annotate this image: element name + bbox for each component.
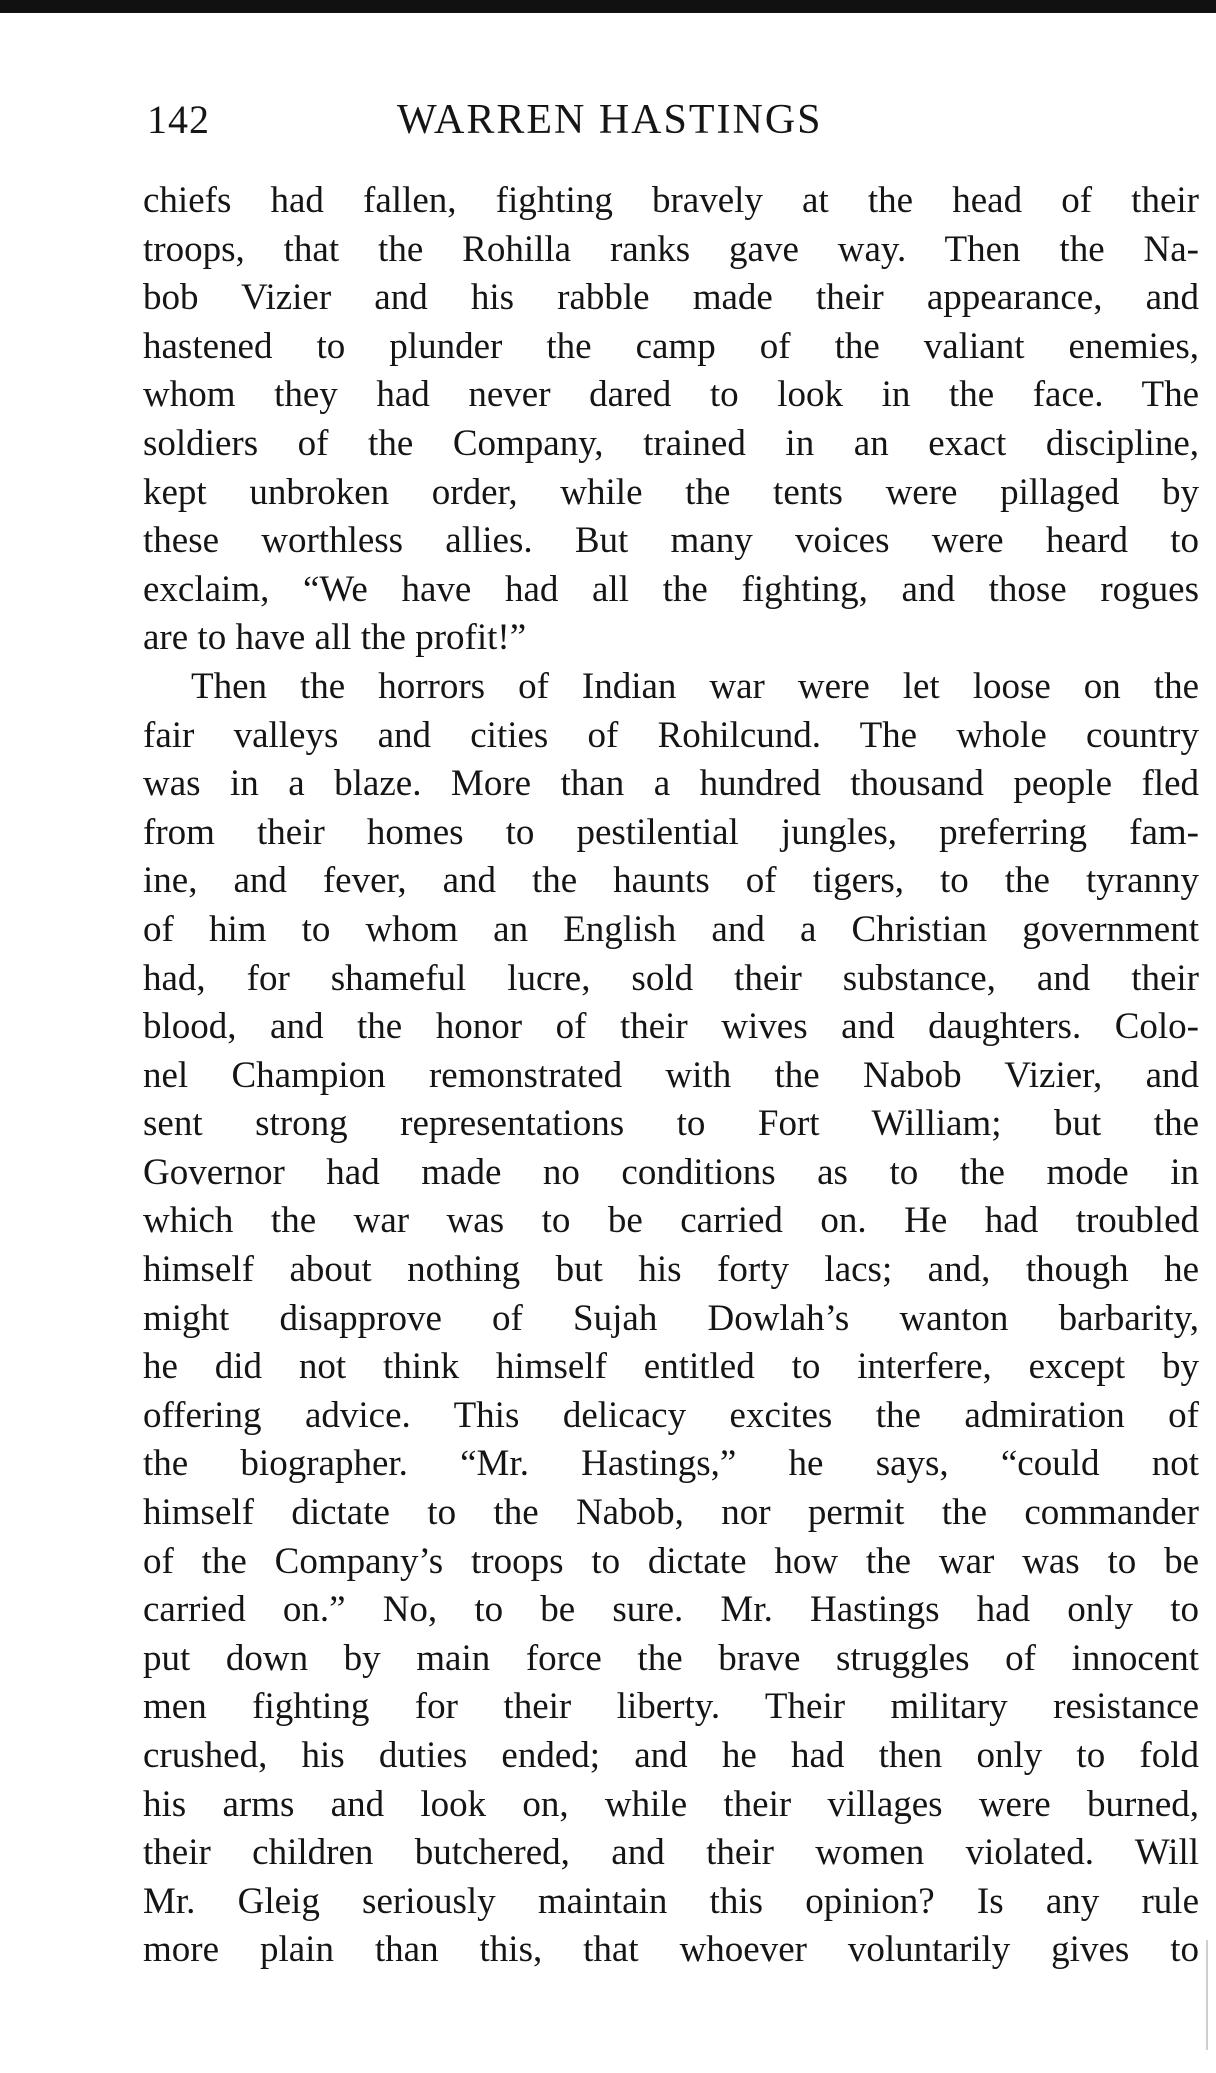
text-line: sent strong representations to Fort William; but the [143, 1103, 1199, 1145]
text-line: put down by main force the brave struggles of innocent [143, 1637, 1199, 1679]
text-line: soldiers of the Company, trained in an exact discipline, [143, 422, 1199, 464]
body-text [143, 177, 1199, 1975]
top-rule [0, 0, 1216, 13]
text-line: which the war was to be carried on. He had troubled [143, 1200, 1199, 1242]
text-line: his arms and look on, while their villages were burned, [143, 1783, 1199, 1825]
page-number: 142 [147, 97, 210, 142]
text-line: the biographer. “Mr. Hastings,” he says, “could not [143, 1443, 1199, 1485]
text-line: crushed, his duties ended; and he had then only to fold [143, 1735, 1199, 1776]
text-line: men fighting for their liberty. Their military resistance [143, 1686, 1199, 1728]
text-line: of the Company’s troops to dictate how the war was to be [143, 1540, 1199, 1582]
text-line: himself about nothing but his forty lacs; and, though he [143, 1249, 1199, 1291]
page-header [147, 96, 1197, 152]
text-line: might disapprove of Sujah Dowlah’s wanton barbarity, [143, 1297, 1199, 1339]
text-line: offering advice. This delicacy excites the admiration of [143, 1394, 1199, 1436]
text-line: troops, that the Rohilla ranks gave way. Then the Na- [143, 228, 1199, 270]
text-line: their children butchered, and their women violated. Will [143, 1832, 1199, 1874]
text-line: chiefs had fallen, fighting bravely at the head of their [143, 180, 1199, 221]
text-line: these worthless allies. But many voices were heard to [143, 520, 1199, 562]
text-line: of him to whom an English and a Christian government [143, 908, 1199, 950]
text-line: he did not think himself entitled to interfere, except by [143, 1346, 1199, 1388]
text-line: ine, and fever, and the haunts of tigers, to the tyranny [143, 860, 1199, 902]
text-line: are to have all the profit!” [143, 617, 527, 659]
text-line: Mr. Gleig seriously maintain this opinion? Is any rule [143, 1880, 1199, 1922]
text-line: fair valleys and cities of Rohilcund. The whole country [143, 714, 1199, 756]
text-line: whom they had never dared to look in the face. The [143, 374, 1199, 416]
text-line: Governor had made no conditions as to the mode in [143, 1151, 1199, 1193]
text-line: from their homes to pestilential jungles, preferring fam- [143, 811, 1199, 853]
text-line: bob Vizier and his rabble made their appearance, and [143, 277, 1199, 319]
text-line: had, for shameful lucre, sold their substance, and their [143, 957, 1199, 999]
text-line: carried on.” No, to be sure. Mr. Hastings had only to [143, 1589, 1199, 1631]
running-head: WARREN HASTINGS [397, 97, 823, 143]
text-line: kept unbroken order, while the tents were pillaged by [143, 471, 1199, 513]
text-line: hastened to plunder the camp of the valiant enemies, [143, 325, 1199, 367]
text-line: more plain than this, that whoever voluntarily gives to [143, 1929, 1199, 1971]
text-line: nel Champion remonstrated with the Nabob Vizier, and [143, 1054, 1199, 1096]
text-line: exclaim, “We have had all the fighting, and those rogues [143, 568, 1199, 610]
text-line: himself dictate to the Nabob, nor permit the commander [143, 1492, 1199, 1534]
text-line: blood, and the honor of their wives and daughters. Colo- [143, 1006, 1199, 1048]
text-line: was in a blaze. More than a hundred thousand people fled [143, 763, 1199, 805]
text-line: Then the horrors of Indian war were let loose on the [191, 665, 1199, 707]
page-edge-mark [1206, 1940, 1208, 2050]
